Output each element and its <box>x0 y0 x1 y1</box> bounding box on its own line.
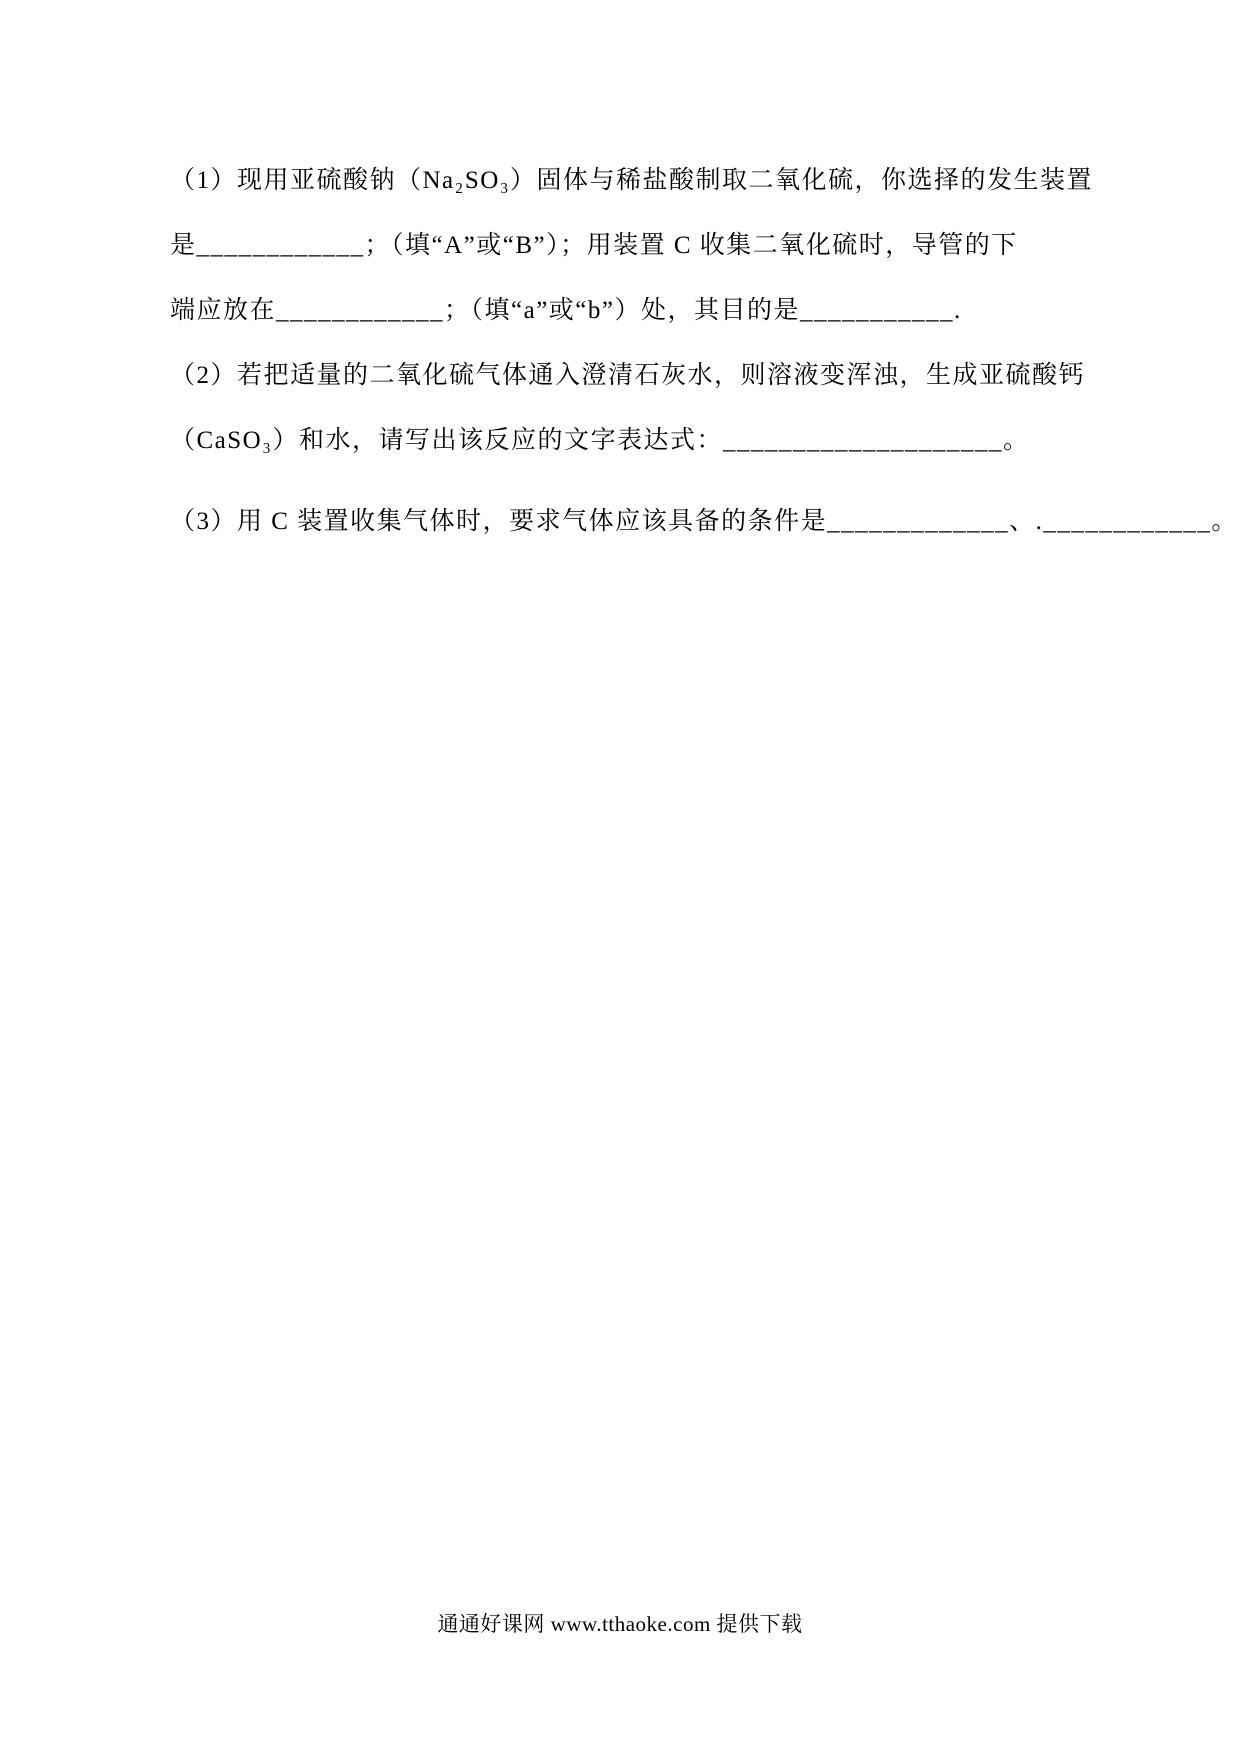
site-footer: 通通好课网 www.tthaoke.com 提供下载 <box>437 1612 803 1636</box>
question-block <box>170 148 1238 554</box>
question-3-line-1-blanks-conditions: （3）用 C 装置收集气体时，要求气体应该具备的条件是_____________、.____________。 <box>170 508 1238 535</box>
question-1-line-2-blank-device: 是____________；（填“A”或“B”）；用装置 C 收集二氧化硫时，导管的下 <box>170 232 1018 259</box>
question-2-line-1: （2）若把适量的二氧化硫气体通入澄清石灰水，则溶液变浑浊，生成亚硫酸钙 <box>170 362 1086 389</box>
question-2-line-2-blank-expression: （CaSO₃）和水，请写出该反应的文字表达式：____________________。 <box>170 427 1030 454</box>
question-1-line-1: （1）现用亚硫酸钠（Na₂SO₃）固体与稀盐酸制取二氧化硫，你选择的发生装置 <box>170 167 1094 194</box>
question-1-line-3-blank-position: 端应放在____________；（填“a”或“b”）处，其目的是___________. <box>170 297 962 324</box>
